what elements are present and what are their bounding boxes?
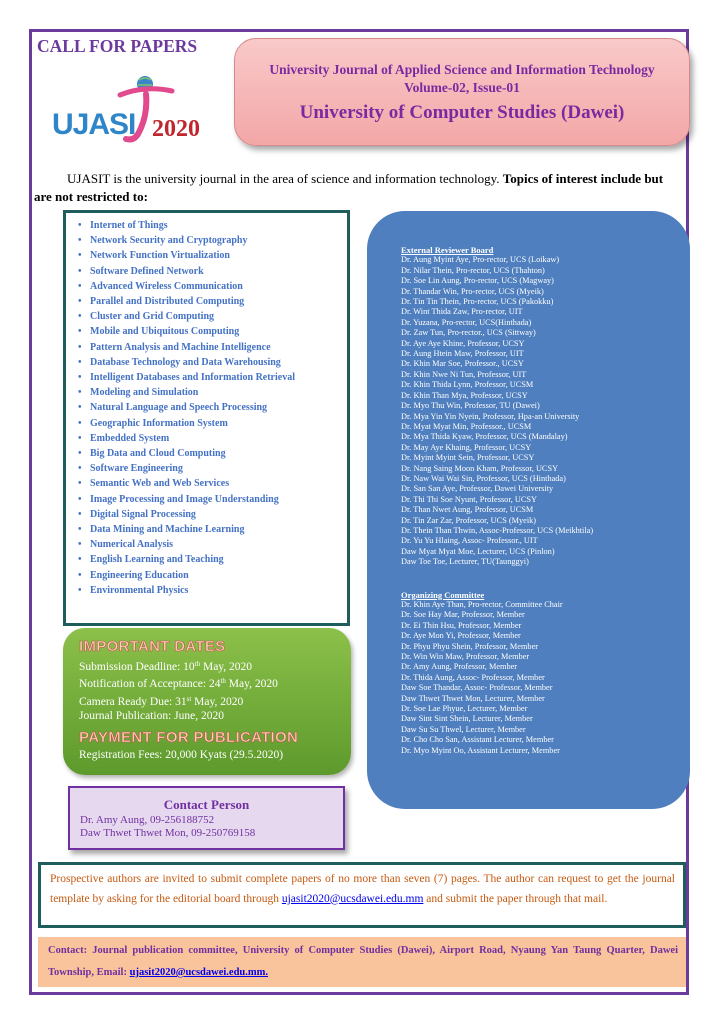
intro-text: UJASIT is the university journal in the area of science and information technology.: [67, 171, 500, 186]
reviewer-item: Dr. Thi Thi Soe Nyunt, Professor, UCSY: [401, 494, 538, 504]
topics-list: [66, 213, 347, 598]
topic-item: • Software Defined Network: [78, 264, 347, 279]
reviewer-board-title: External Reviewer Board: [401, 245, 494, 255]
organizer-item: Daw Sint Sint Shein, Lecturer, Member: [401, 714, 533, 724]
topic-item: • Modeling and Simulation: [78, 385, 347, 400]
reviewer-item: Dr. Thandar Win, Pro-rector, UCS (Myeik): [401, 286, 544, 296]
organizer-item: Daw Su Su Thwel, Lecturer, Member: [401, 724, 526, 734]
organizer-item: Daw Thwet Thwet Mon, Lecturer, Member: [401, 693, 545, 703]
reviewer-item: Dr. Khin Than Mya, Professor, UCSY: [401, 390, 528, 400]
acceptance-notification: Notification of Acceptance: 24th May, 2020: [79, 677, 278, 691]
submission-note-box: [38, 862, 686, 928]
submission-note-text: Prospective authors are invited to submit complete papers of no more than seven (7) pages. The author can request to get the journal template by asking for the editorial board through: [50, 873, 675, 905]
organizer-item: Dr. Win Win Maw, Professor, Member: [401, 652, 530, 662]
reviewer-item: Dr. Nilar Thein, Pro-rector, UCS (Thahton): [401, 265, 545, 275]
topic-item: • Internet of Things: [78, 218, 347, 233]
university-name: University of Computer Studies (Dawei): [299, 102, 625, 123]
contact-person-title: Contact Person: [163, 797, 250, 812]
topic-item: • Big Data and Cloud Computing: [78, 446, 347, 461]
topic-item: • Data Mining and Machine Learning: [78, 522, 347, 537]
organizer-item: Dr. Soe Lae Phyue, Lecturer, Member: [401, 704, 528, 714]
topic-item: • Semantic Web and Web Services: [78, 476, 347, 491]
important-dates-heading: IMPORTANT DATES: [79, 638, 226, 655]
registration-fees: Registration Fees: 20,000 Kyats (29.5.2020): [79, 748, 284, 761]
topic-item: • Parallel and Distributed Computing: [78, 294, 347, 309]
reviewer-item: Dr. Khin Mar Soe, Professor., UCSY: [401, 359, 524, 369]
topic-item: • Mobile and Ubiquitous Computing: [78, 324, 347, 339]
organizer-item: Dr. Thida Aung, Assoc- Professor, Member: [401, 672, 545, 682]
reviewer-item: Dr. Myint Myint Sein, Professor, UCSY: [401, 453, 535, 463]
footer-contact-box: [38, 937, 686, 987]
camera-ready-due: Camera Ready Due: 31st May, 2020: [79, 694, 244, 708]
important-dates-box: [63, 628, 351, 775]
reviewer-item: Dr. Mya Yin Yin Nyein, Professor, Hpa-an University: [401, 411, 580, 421]
reviewer-item: Dr. Myat Myat Min, Professor., UCSM: [401, 421, 532, 431]
intro-bold-text: Topics of interest include but are not restricted to:: [34, 171, 664, 204]
reviewer-item: Dr. Nang Saing Moon Kham, Professor, UCSY: [401, 463, 559, 473]
topic-item: • Pattern Analysis and Machine Intelligence: [78, 340, 347, 355]
topic-item: • Geographic Information System: [78, 416, 347, 431]
reviewer-item: Dr. Mya Thida Kyaw, Professor, UCS (Mandalay): [401, 432, 568, 442]
organizer-item: Dr. Phyu Phyu Shein, Professor, Member: [401, 641, 539, 651]
reviewer-list: [401, 255, 690, 567]
journal-header-box: [234, 38, 690, 146]
footer-email-link[interactable]: ujasit2020@ucsdawei.edu.mm.: [129, 967, 269, 978]
organizer-item: Dr. Amy Aung, Professor, Member: [401, 662, 518, 672]
organizer-item: Dr. Khin Aye Than, Pro-rector, Committee Chair: [401, 600, 563, 609]
organizing-committee-title: Organizing Committee: [401, 589, 485, 600]
submission-deadline: Submission Deadline: 10th May, 2020: [79, 660, 253, 673]
reviewer-item: Dr. Zaw Tun, Pro-rector., UCS (Sittway): [401, 328, 536, 338]
payment-heading: PAYMENT FOR PUBLICATION: [79, 728, 299, 746]
call-for-papers-title: CALL FOR PAPERS: [37, 36, 198, 56]
submission-note-text-end: and submit the paper through that mail.: [423, 892, 608, 905]
logo-year: 2020: [152, 116, 200, 142]
reviewer-item: Dr. Aung Myint Aye, Pro-rector, UCS (Loikaw): [401, 255, 560, 265]
reviewer-item: Dr. Yu Yu Hlaing, Assoc- Professor., UIT: [401, 536, 538, 546]
topic-item: • Database Technology and Data Warehousing: [78, 355, 347, 370]
reviewer-item: Dr. Khin Nwe Ni Tun, Professor, UIT: [401, 369, 527, 379]
committee-panel: [367, 211, 690, 809]
reviewer-item: Dr. Tin Tin Thein, Pro-rector, UCS (Pakokku): [401, 297, 554, 307]
reviewer-item: Daw Toe Toe, Lecturer, TU(Taunggyi): [401, 557, 529, 567]
reviewer-item: Dr. Than Nwet Aung, Professor, UCSM: [401, 505, 534, 515]
contact-person-2: Daw Thwet Thwet Mon, 09-250769158: [80, 827, 256, 839]
topic-item: • English Learning and Teaching: [78, 552, 347, 567]
journal-publication-date: Journal Publication: June, 2020: [79, 710, 225, 723]
topic-item: • Natural Language and Speech Processing: [78, 400, 347, 415]
topic-item: • Software Engineering: [78, 461, 347, 476]
organizer-item: Dr. Myo Myint Oo, Assistant Lecturer, Member: [401, 745, 560, 755]
reviewer-item: Dr. May Aye Khaing, Professor, UCSY: [401, 442, 532, 452]
topic-item: • Cluster and Grid Computing: [78, 309, 347, 324]
reviewer-item: Dr. Naw Wai Wai Sin, Professor, UCS (Hinthada): [401, 473, 566, 483]
organizer-item: Dr. Ei Thin Hsu, Professor, Member: [401, 620, 522, 630]
submission-email-link[interactable]: ujasit2020@ucsdawei.edu.mm: [281, 892, 424, 905]
reviewer-item: Dr. Tin Zar Zar, Professor, UCS (Myeik): [401, 515, 537, 525]
reviewer-item: Dr. San San Aye, Professor, Dawei University: [401, 484, 554, 494]
organizing-list: [401, 600, 690, 756]
topic-item: • Numerical Analysis: [78, 537, 347, 552]
reviewer-item: Dr. Wint Thida Zaw, Pro-rector, UIT: [401, 307, 523, 317]
organizer-item: Daw Soe Thandar, Assoc- Professor, Member: [401, 683, 553, 693]
footer-contact-text: Contact: Journal publication committee, University of Computer Studies (Dawei), Airport Road, Nyaung Yan Taung Quarter, Dawei Township, Email:: [48, 945, 678, 978]
topic-item: • Image Processing and Image Understanding: [78, 492, 347, 507]
reviewer-item: Dr. Yuzana, Pro-rector, UCS(Hinthada): [401, 317, 532, 327]
topics-box: [63, 210, 350, 626]
journal-name: University Journal of Applied Science and Information Technology: [269, 62, 655, 77]
topic-item: • Environmental Physics: [78, 583, 347, 598]
topic-item: • Engineering Education: [78, 568, 347, 583]
topic-item: • Digital Signal Processing: [78, 507, 347, 522]
organizer-item: Dr. Soe Hay Mar, Professor, Member: [401, 610, 525, 620]
reviewer-item: Dr. Aung Htein Maw, Professor, UIT: [401, 349, 524, 359]
topic-item: • Advanced Wireless Communication: [78, 279, 347, 294]
reviewer-item: Dr. Aye Aye Khine, Professor, UCSY: [401, 338, 525, 348]
journal-volume: Volume-02, Issue-01: [404, 80, 520, 95]
reviewer-item: Dr. Khin Thida Lynn, Professor, UCSM: [401, 380, 534, 390]
topic-item: • Embedded System: [78, 431, 347, 446]
topic-item: • Intelligent Databases and Information Retrieval: [78, 370, 347, 385]
reviewer-item: Daw Myat Myat Moe, Lecturer, UCS (Pinlon): [401, 546, 555, 556]
reviewer-item: Dr. Soe Lin Aung, Pro-rector, UCS (Magway): [401, 276, 554, 286]
organizer-item: Dr. Cho Cho San, Assistant Lecturer, Member: [401, 735, 554, 745]
intro-paragraph: [34, 170, 674, 206]
ujasit-logo: [48, 70, 218, 144]
topic-item: • Network Security and Cryptography: [78, 233, 347, 248]
reviewer-item: Dr. Thein Than Thwin, Assoc-Professor, UCS (Meikhtila): [401, 525, 594, 535]
organizer-item: Dr. Aye Mon Yi, Professor, Member: [401, 631, 521, 641]
topic-item: • Network Function Virtualization: [78, 248, 347, 263]
reviewer-item: Dr. Myo Thu Win, Professor, TU (Dawei): [401, 401, 540, 411]
contact-person-box: [68, 786, 345, 850]
contact-person-1: Dr. Amy Aung, 09-256188752: [80, 813, 215, 826]
logo-text: UJASI: [52, 108, 136, 141]
